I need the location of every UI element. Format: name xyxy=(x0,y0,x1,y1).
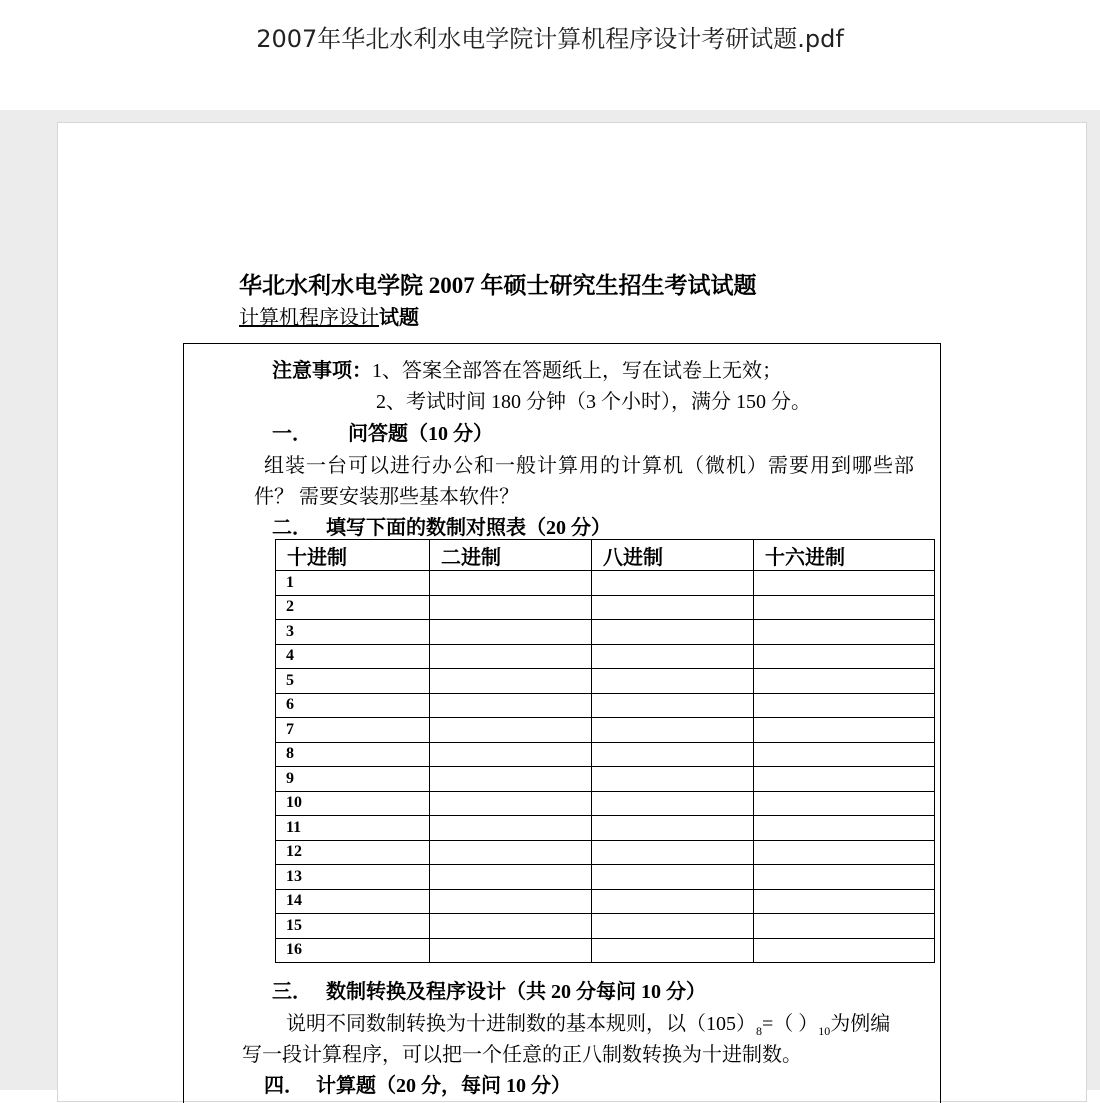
title-bar xyxy=(0,0,1100,110)
table-row xyxy=(276,816,935,841)
section-2-number: 二． xyxy=(272,517,312,539)
note-2: 2、考试时间 180 分钟（3 个小时），满分 150 分。 xyxy=(376,391,811,413)
decimal-cell: 8 xyxy=(276,742,430,767)
table-row xyxy=(276,791,935,816)
section-3-heading xyxy=(272,975,706,1004)
section-2-title: 填写下面的数制对照表（20 分） xyxy=(326,517,611,539)
table-row xyxy=(276,865,935,890)
blank-answer-cell xyxy=(754,816,935,841)
section-3-title: 数制转换及程序设计（共 20 分每问 10 分） xyxy=(326,981,706,1003)
section-3-body-1 xyxy=(286,1007,890,1039)
blank-answer-cell xyxy=(754,938,935,963)
subject-suffix: 试题 xyxy=(379,307,419,329)
blank-answer-cell xyxy=(754,595,935,620)
pdf-page xyxy=(57,122,1087,1102)
blank-answer-cell xyxy=(430,889,592,914)
blank-answer-cell xyxy=(430,914,592,939)
decimal-cell: 6 xyxy=(276,693,430,718)
blank-answer-cell xyxy=(754,865,935,890)
section-4-heading xyxy=(264,1069,571,1098)
blank-answer-cell xyxy=(592,791,754,816)
conversion-table xyxy=(275,539,935,963)
column-header: 十六进制 xyxy=(754,540,935,571)
file-title: 2007年华北水利水电学院计算机程序设计考研试题.pdf xyxy=(256,25,844,53)
decimal-cell: 15 xyxy=(276,914,430,939)
section-1-body-1: 组装一台可以进行办公和一般计算用的计算机（微机）需要用到哪些部 xyxy=(264,455,915,477)
section-1-heading xyxy=(272,417,493,446)
decimal-cell: 13 xyxy=(276,865,430,890)
decimal-cell: 10 xyxy=(276,791,430,816)
section-1-title: 问答题（10 分） xyxy=(348,423,493,445)
notes-label: 注意事项： xyxy=(272,360,372,382)
blank-answer-cell xyxy=(430,816,592,841)
blank-answer-cell xyxy=(430,571,592,596)
decimal-cell: 2 xyxy=(276,595,430,620)
blank-answer-cell xyxy=(754,767,935,792)
exam-content-frame xyxy=(183,343,941,1103)
blank-answer-cell xyxy=(592,938,754,963)
blank-answer-cell xyxy=(430,595,592,620)
blank-answer-cell xyxy=(592,693,754,718)
blank-answer-cell xyxy=(754,840,935,865)
section-3-body-1a: 说明不同数制转换为十进制数的基本规则，以（105） xyxy=(286,1013,756,1035)
blank-answer-cell xyxy=(754,644,935,669)
blank-answer-cell xyxy=(592,644,754,669)
table-row xyxy=(276,767,935,792)
blank-answer-cell xyxy=(592,914,754,939)
blank-answer-cell xyxy=(430,865,592,890)
blank-answer-cell xyxy=(754,693,935,718)
decimal-cell: 11 xyxy=(276,816,430,841)
blank-answer-cell xyxy=(592,840,754,865)
decimal-cell: 5 xyxy=(276,669,430,694)
decimal-cell: 14 xyxy=(276,889,430,914)
section-4-title: 计算题（20 分，每问 10 分） xyxy=(316,1075,571,1097)
blank-answer-cell xyxy=(592,889,754,914)
table-row xyxy=(276,571,935,596)
table-row xyxy=(276,914,935,939)
exam-title: 华北水利水电学院 2007 年硕士研究生招生考试试题 xyxy=(239,273,757,298)
blank-answer-cell xyxy=(754,571,935,596)
notes-line-1 xyxy=(272,354,782,383)
table-row xyxy=(276,889,935,914)
blank-answer-cell xyxy=(592,620,754,645)
blank-answer-cell xyxy=(430,791,592,816)
decimal-cell: 7 xyxy=(276,718,430,743)
blank-answer-cell xyxy=(430,620,592,645)
blank-answer-cell xyxy=(430,938,592,963)
blank-answer-cell xyxy=(754,669,935,694)
column-header: 八进制 xyxy=(592,540,754,571)
decimal-cell: 3 xyxy=(276,620,430,645)
blank-answer-cell xyxy=(430,669,592,694)
section-2-heading xyxy=(272,511,611,540)
base-8-subscript: 8 xyxy=(756,1024,762,1038)
blank-answer-cell xyxy=(754,889,935,914)
table-row xyxy=(276,669,935,694)
section-3-body-1c: 为例编 xyxy=(830,1013,891,1035)
column-header: 二进制 xyxy=(430,540,592,571)
decimal-cell: 12 xyxy=(276,840,430,865)
decimal-cell: 1 xyxy=(276,571,430,596)
blank-answer-cell xyxy=(754,742,935,767)
blank-answer-cell xyxy=(592,595,754,620)
table-row xyxy=(276,595,935,620)
section-4-number: 四． xyxy=(264,1075,304,1097)
section-3-body-2: 写一段计算程序，可以把一个任意的正八制数转换为十进制数。 xyxy=(242,1044,802,1066)
table-row xyxy=(276,644,935,669)
blank-answer-cell xyxy=(754,914,935,939)
blank-answer-cell xyxy=(754,791,935,816)
blank-answer-cell xyxy=(592,571,754,596)
table-row xyxy=(276,840,935,865)
decimal-cell: 16 xyxy=(276,938,430,963)
section-1-body-2: 件？ 需要安装那些基本软件？ xyxy=(254,486,519,508)
table-row xyxy=(276,620,935,645)
subject-name: 计算机程序设计 xyxy=(239,307,379,329)
note-1: 1、答案全部答在答题纸上，写在试卷上无效； xyxy=(372,360,782,382)
column-header: 十进制 xyxy=(276,540,430,571)
blank-answer-cell xyxy=(592,742,754,767)
blank-answer-cell xyxy=(430,644,592,669)
base-10-subscript: 10 xyxy=(818,1024,831,1038)
table-row xyxy=(276,718,935,743)
decimal-cell: 9 xyxy=(276,767,430,792)
table-row xyxy=(276,742,935,767)
blank-answer-cell xyxy=(430,840,592,865)
conversion-table-body xyxy=(276,571,935,963)
section-1-number: 一． xyxy=(272,423,312,445)
blank-answer-cell xyxy=(754,718,935,743)
pdf-viewer[interactable] xyxy=(0,110,1100,1097)
subject-line xyxy=(239,301,419,330)
blank-answer-cell xyxy=(754,620,935,645)
conversion-table-header xyxy=(276,540,935,571)
blank-answer-cell xyxy=(430,742,592,767)
section-3-number: 三． xyxy=(272,981,312,1003)
blank-answer-cell xyxy=(592,718,754,743)
decimal-cell: 4 xyxy=(276,644,430,669)
table-row xyxy=(276,693,935,718)
table-row xyxy=(276,938,935,963)
blank-answer-cell xyxy=(592,767,754,792)
blank-answer-cell xyxy=(430,767,592,792)
blank-answer-cell xyxy=(430,693,592,718)
blank-answer-cell xyxy=(592,865,754,890)
section-3-body-1b: =（ ） xyxy=(762,1013,819,1035)
blank-answer-cell xyxy=(592,816,754,841)
blank-answer-cell xyxy=(592,669,754,694)
blank-answer-cell xyxy=(430,718,592,743)
